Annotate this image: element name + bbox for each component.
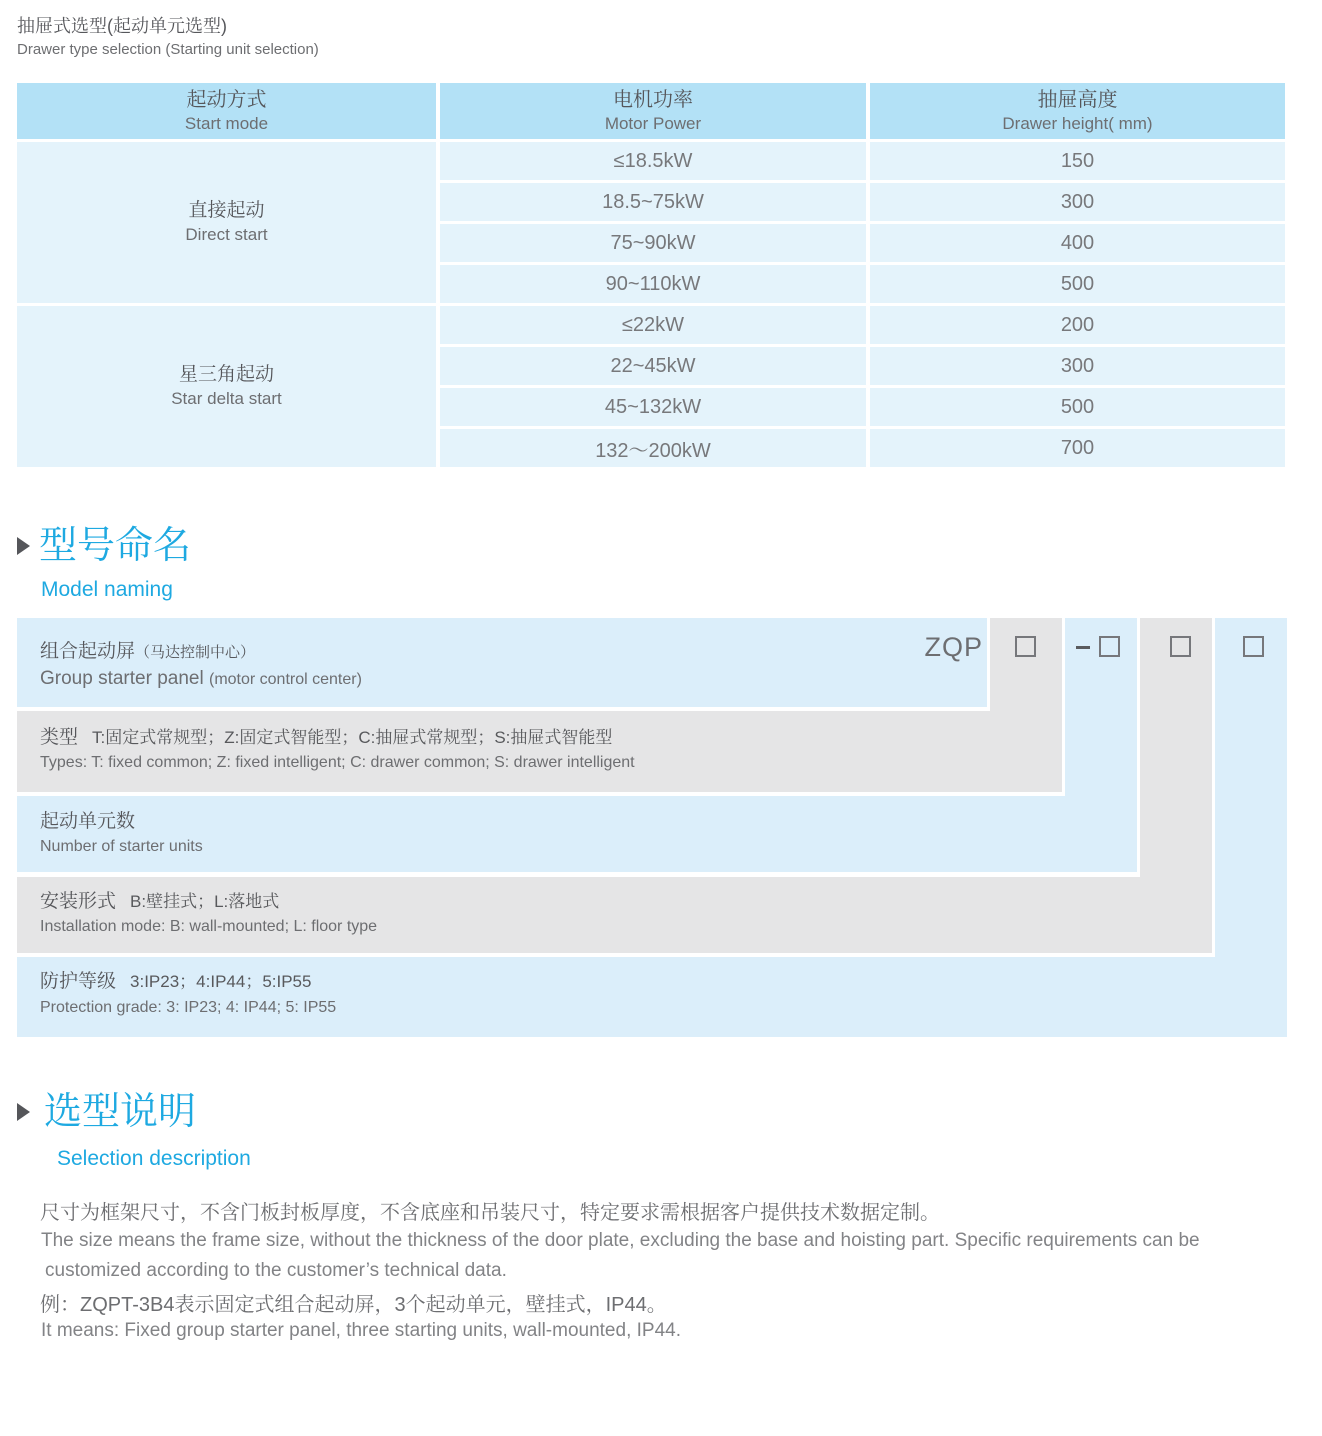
cell-height: 500 (870, 388, 1285, 426)
cell-height: 400 (870, 224, 1285, 262)
header-motor-power (440, 83, 866, 139)
cell-power: 75~90kW (440, 224, 866, 262)
model-row3-cn-label: 起动单元数 (40, 811, 136, 832)
model-row4-cn-label: 安装形式 (40, 891, 117, 912)
start-mode-column (17, 142, 436, 467)
mode-direct-en: Direct start (185, 224, 268, 244)
table-row (440, 388, 1285, 426)
table-row (440, 347, 1285, 385)
model-row3-cn (40, 806, 135, 833)
model-row1-en-paren: (motor control center) (208, 671, 362, 688)
section-title-selection: 选型说明 (44, 1091, 197, 1133)
mode-direct-cn: 直接起动 (188, 200, 265, 222)
cell-power: 22~45kW (440, 347, 866, 385)
selection-para1-cn: 尺寸为框架尺寸，不含门板封板厚度，不含底座和吊装尺寸，特定要求需根据客户提供技术数据定制。 (40, 1202, 940, 1224)
section-title-model-naming: 型号命名 (39, 525, 192, 567)
model-row3-en: Number of starter units (40, 838, 203, 855)
header-drawer-height-en: Drawer height( mm) (1002, 113, 1153, 133)
table-row (440, 224, 1285, 262)
header-motor-power-cn: 电机功率 (613, 88, 693, 111)
page-title-en: Drawer type selection (Starting unit selection) (17, 41, 319, 58)
model-code-prefix: ZQP (924, 632, 983, 662)
selection-para2-cn: 例：ZQPT-3B4表示固定式组合起动屏，3个起动单元，壁挂式，IP44。 (40, 1294, 667, 1316)
model-row4-cn-detail: B:壁挂式；L:落地式 (130, 892, 280, 911)
code-dash-icon (1076, 646, 1090, 649)
cell-height: 200 (870, 306, 1285, 344)
model-row2-cn-detail: T:固定式常规型；Z:固定式智能型；C:抽屉式常规型；S:抽屉式智能型 (92, 728, 613, 747)
selection-para1-en-line1: The size means the frame size, without the thickness of the door plate, excluding the base and hoisting part. Specific requirements can be (41, 1230, 1200, 1251)
model-row-band-3 (17, 796, 1137, 872)
model-row5-cn-label: 防护等级 (40, 971, 117, 992)
mode-star-delta-cn: 星三角起动 (178, 364, 274, 386)
model-row4-en: Installation mode: B: wall-mounted; L: floor type (40, 918, 378, 935)
model-row1-cn-paren: （马达控制中心） (135, 644, 256, 661)
section-subtitle-model-naming: Model naming (41, 578, 173, 601)
cell-power: 132～200kW (440, 429, 866, 467)
model-row5-en: Protection grade: 3: IP23; 4: IP44; 5: IP55 (40, 999, 337, 1016)
selection-para2-en: It means: Fixed group starter panel, three starting units, wall-mounted, IP44. (41, 1320, 681, 1341)
cell-power: 90~110kW (440, 265, 866, 303)
model-row2-cn-label: 类型 (40, 727, 79, 748)
header-start-mode-en: Start mode (184, 113, 269, 133)
model-row5-cn (40, 966, 311, 993)
data-rows (440, 142, 1285, 467)
table-row (440, 265, 1285, 303)
table-row (440, 183, 1285, 221)
mode-star-delta-en: Star delta start (171, 388, 282, 408)
cell-power: 18.5~75kW (440, 183, 866, 221)
model-row2-en: Types: T: fixed common; Z: fixed intelligent; C: drawer common; S: drawer intelligent (40, 754, 635, 771)
code-placeholder-box-icon (1099, 636, 1120, 657)
cell-height: 300 (870, 183, 1285, 221)
mode-cell-star-delta (17, 306, 436, 467)
cell-height: 300 (870, 347, 1285, 385)
header-start-mode (17, 83, 436, 139)
header-drawer-height (870, 83, 1285, 139)
model-code-strip-4 (1215, 618, 1287, 1037)
section-arrow-icon (17, 1103, 30, 1121)
section-arrow-icon (17, 537, 30, 555)
table-row (440, 429, 1285, 467)
code-placeholder-box-icon (1170, 636, 1191, 657)
section-subtitle-selection: Selection description (57, 1147, 251, 1170)
header-drawer-height-cn: 抽屉高度 (1037, 88, 1118, 111)
selection-para1-en-line2: customized according to the customer’s technical data. (45, 1260, 507, 1281)
drawer-selection-table (17, 83, 1285, 467)
cell-power: ≤18.5kW (440, 142, 866, 180)
model-row1-en (40, 668, 362, 690)
model-row4-cn (40, 886, 279, 913)
model-row1-cn (40, 636, 255, 663)
cell-power: 45~132kW (440, 388, 866, 426)
code-placeholder-box-icon (1243, 636, 1264, 657)
header-motor-power-en: Motor Power (604, 113, 702, 133)
mode-cell-direct-start (17, 142, 436, 303)
cell-height: 700 (870, 429, 1285, 467)
table-header-row (17, 83, 1285, 139)
table-row (440, 306, 1285, 344)
model-row2-cn (40, 722, 612, 749)
cell-height: 500 (870, 265, 1285, 303)
page-title-cn: 抽屉式选型(起动单元选型) (17, 16, 227, 36)
model-row5-cn-detail: 3:IP23；4:IP44；5:IP55 (130, 972, 312, 991)
model-row1-en-main: Group starter panel (40, 668, 204, 689)
code-placeholder-box-icon (1015, 636, 1036, 657)
cell-height: 150 (870, 142, 1285, 180)
table-row (440, 142, 1285, 180)
table-body (17, 142, 1285, 467)
cell-power: ≤22kW (440, 306, 866, 344)
model-row1-cn-main: 组合起动屏 (40, 641, 136, 662)
header-start-mode-cn: 起动方式 (186, 88, 267, 111)
model-code-strip-3 (1140, 618, 1212, 953)
